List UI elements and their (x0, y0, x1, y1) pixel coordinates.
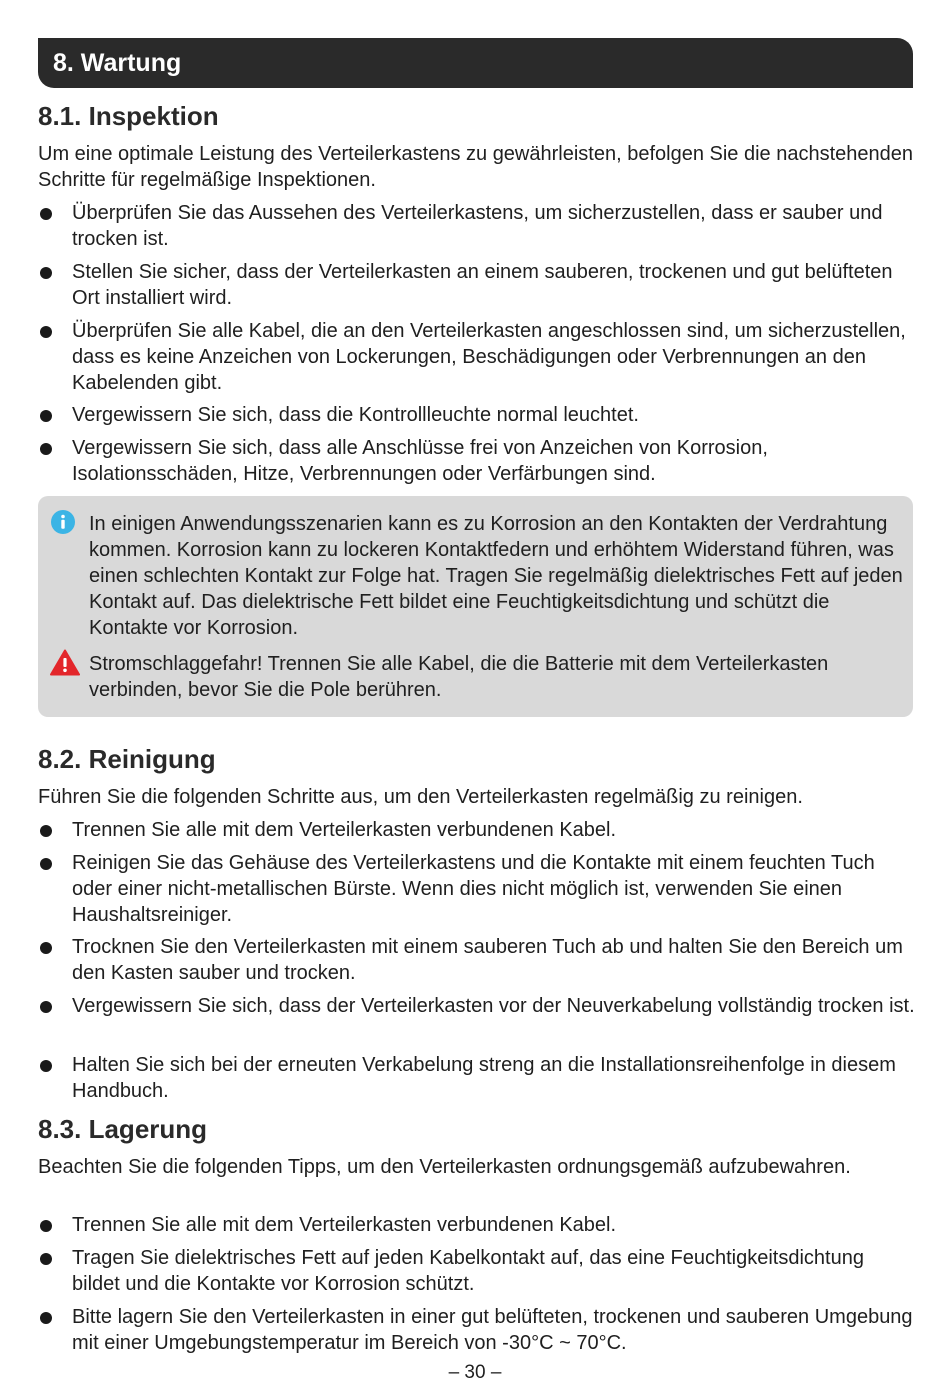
warning-icon (50, 649, 80, 676)
bullet-dot (40, 1060, 52, 1072)
bullet-dot (40, 1312, 52, 1324)
cleaning-item: Vergewissern Sie sich, dass der Verteilerkasten vor der Neuverkabelung vollständig trocken ist. (72, 995, 915, 1017)
section-heading-inspection: 8.1. Inspektion (38, 101, 219, 131)
bullet-dot (40, 858, 52, 870)
cleaning-intro: Führen Sie die folgenden Schritte aus, um den Verteilerkasten regelmäßig zu reinigen. (38, 786, 803, 808)
section-heading-cleaning: 8.2. Reinigung (38, 744, 216, 774)
inspection-item: Stellen Sie sicher, dass der Verteilerkasten an einem sauberen, trockenen und gut belüfteten Ort installiert wird. (72, 261, 893, 309)
bullet-dot (40, 208, 52, 220)
inspection-item: Überprüfen Sie das Aussehen des Verteilerkastens, um sicherzustellen, dass er sauber und trocken ist. (72, 202, 883, 250)
bullet-dot (40, 410, 52, 422)
cleaning-item: Halten Sie sich bei der erneuten Verkabelung streng an die Installationsreihenfolge in diesem Handbuch. (72, 1054, 896, 1102)
storage-item: Tragen Sie dielektrisches Fett auf jeden Kabelkontakt auf, das eine Feuchtigkeitsdichtung bildet und die Kontakte vor Korrosion schützt. (72, 1247, 864, 1295)
storage-intro: Beachten Sie die folgenden Tipps, um den Verteilerkasten ordnungsgemäß aufzubewahren. (38, 1156, 851, 1178)
bullet-dot (40, 1220, 52, 1232)
chapter-header-bar (38, 38, 913, 88)
bullet-dot (40, 443, 52, 455)
cleaning-item: Trocknen Sie den Verteilerkasten mit einem sauberen Tuch ab und halten Sie den Bereich um den Kasten sauber und trocken. (72, 936, 903, 984)
warning-note-text: Stromschlaggefahr! Trennen Sie alle Kabel, die die Batterie mit dem Verteilerkasten verbinden, bevor Sie die Pole berühren. (89, 653, 829, 701)
info-note-text: In einigen Anwendungsszenarien kann es zu Korrosion an den Kontakten der Verdrahtung kommen. Korrosion kann zu lockeren Kontaktfedern und erhöhtem Widerstand führen, was einen schlechten Kontakt zur Folge hat. Tragen Sie regelmäßig dielektrisches Fett auf jeden Kontakt auf. Das dielektrische Fett bildet eine Feuchtigkeitsdichtung und schützt die Kontakte vor Korrosion. (89, 513, 903, 639)
bullet-dot (40, 267, 52, 279)
storage-item: Trennen Sie alle mit dem Verteilerkasten verbundenen Kabel. (72, 1214, 617, 1236)
cleaning-item: Trennen Sie alle mit dem Verteilerkasten verbundenen Kabel. (72, 819, 617, 841)
bullet-dot (40, 1253, 52, 1265)
cleaning-item: Reinigen Sie das Gehäuse des Verteilerkastens und die Kontakte mit einem feuchten Tuch oder einer nicht-metallischen Bürste. Wenn dies nicht möglich ist, verwenden Sie einen Haushaltsreiniger. (72, 852, 875, 926)
inspection-item: Vergewissern Sie sich, dass alle Anschlüsse frei von Anzeichen von Korrosion, Isolationsschäden, Hitze, Verbrennungen oder Verfärbungen sind. (72, 437, 768, 485)
bullet-dot (40, 942, 52, 954)
inspection-item: Vergewissern Sie sich, dass die Kontrollleuchte normal leuchtet. (72, 404, 639, 426)
bullet-dot (40, 326, 52, 338)
bullet-dot (40, 1001, 52, 1013)
page-number: – 30 – (448, 1362, 502, 1383)
inspection-item: Überprüfen Sie alle Kabel, die an den Verteilerkasten angeschlossen sind, um sicherzustellen, dass es keine Anzeichen von Lockerungen, Beschädigungen oder Verbrennungen an den Kabelenden gibt. (72, 320, 906, 394)
inspection-intro: Um eine optimale Leistung des Verteilerkastens zu gewährleisten, befolgen Sie die nachstehenden Schritte für regelmäßige Inspektionen. (38, 143, 913, 191)
chapter-title: 8. Wartung (53, 49, 182, 77)
section-heading-storage: 8.3. Lagerung (38, 1114, 208, 1144)
storage-item: Bitte lagern Sie den Verteilerkasten in einer gut belüfteten, trockenen und sauberen Umgebung mit einer Umgebungstemperatur im Bereich von -30°C ~ 70°C. (72, 1306, 913, 1354)
info-icon (51, 510, 75, 534)
bullet-dot (40, 825, 52, 837)
